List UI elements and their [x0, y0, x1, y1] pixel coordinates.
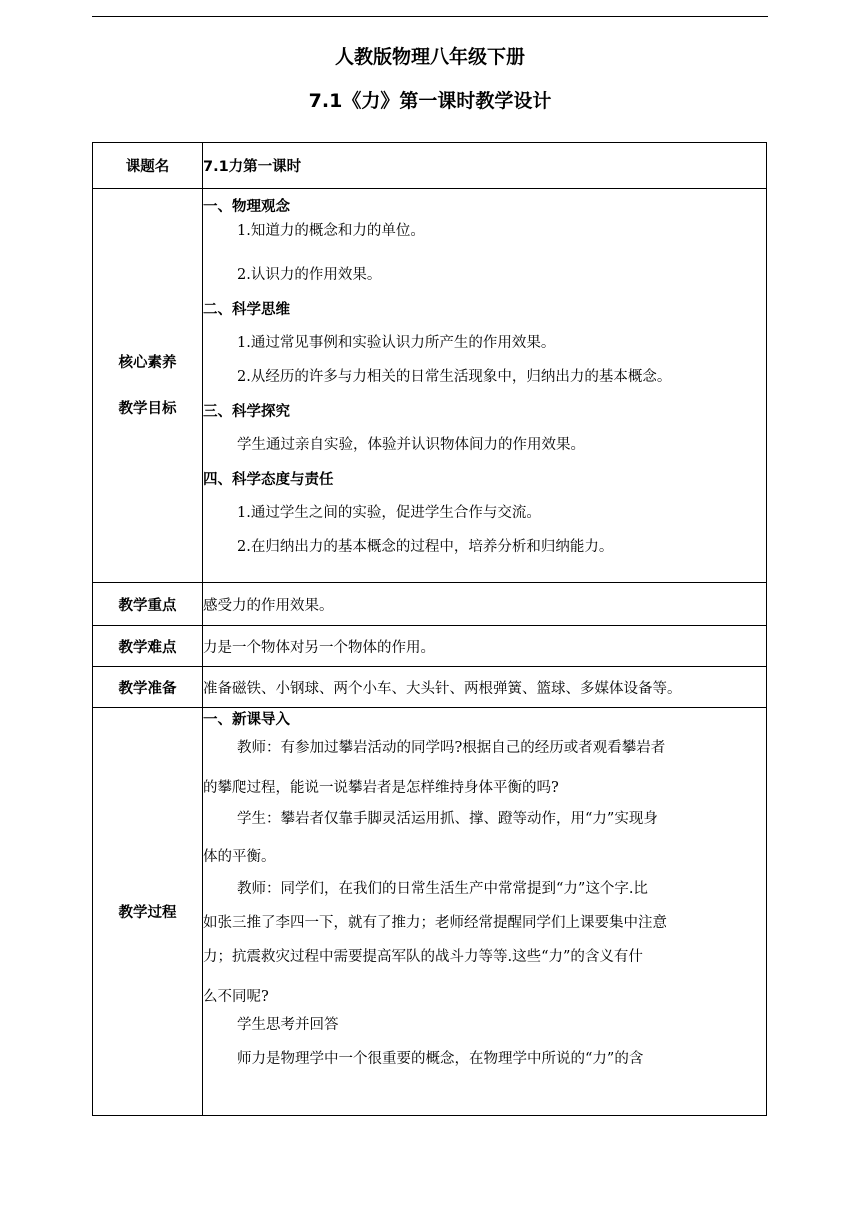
lesson-plan-table	[92, 142, 767, 1116]
goal-item: 2.从经历的许多与力相关的日常生活现象中，归纳出力的基本概念。	[237, 369, 672, 385]
value-difficulty: 力是一个物体对另一个物体的作用。	[203, 626, 767, 667]
row-goals	[93, 189, 767, 583]
document-title: 人教版物理八年级下册	[334, 46, 525, 68]
process-line: 学生思考并回答	[237, 1017, 339, 1033]
label-preparation: 教学准备	[93, 667, 203, 708]
process-line: 么不同呢?	[203, 989, 269, 1005]
label-key-point: 教学重点	[93, 583, 203, 626]
top-rule	[92, 16, 768, 17]
process-line: 教师：同学们，在我们的日常生活生产中常常提到“力”这个字.比	[237, 881, 648, 897]
process-line: 学生：攀岩者仅靠手脚灵活运用抓、撑、蹬等动作，用“力”实现身	[237, 811, 658, 827]
goal-heading-4: 四、科学态度与责任	[203, 472, 334, 488]
row-process	[93, 708, 767, 1116]
goal-heading-2: 二、科学思维	[203, 302, 290, 318]
process-line: 的攀爬过程，能说一说攀岩者是怎样维持身体平衡的吗?	[203, 780, 559, 796]
label-goals-line2: 教学目标	[118, 400, 177, 417]
label-difficulty: 教学难点	[93, 626, 203, 667]
process-line: 体的平衡。	[203, 849, 276, 865]
value-topic: 7.1力第一课时	[203, 143, 767, 189]
goal-item: 2.认识力的作用效果。	[237, 267, 382, 283]
goal-item: 1.通过常见事例和实验认识力所产生的作用效果。	[237, 335, 556, 351]
value-process	[203, 708, 767, 1116]
goal-item: 学生通过亲自实验，体验并认识物体间力的作用效果。	[237, 437, 585, 453]
process-line: 如张三推了李四一下，就有了推力；老师经常提醒同学们上课要集中注意	[203, 915, 667, 931]
process-heading: 一、新课导入	[203, 712, 290, 728]
label-process: 教学过程	[93, 708, 203, 1116]
value-key-point: 感受力的作用效果。	[203, 583, 767, 626]
row-difficulty	[93, 626, 767, 667]
label-topic: 课题名	[93, 143, 203, 189]
process-line: 师力是物理学中一个很重要的概念，在物理学中所说的“力”的含	[237, 1051, 644, 1067]
row-topic	[93, 143, 767, 189]
goal-item: 1.通过学生之间的实验，促进学生合作与交流。	[237, 505, 541, 521]
goal-item: 2.在归纳出力的基本概念的过程中，培养分析和归纳能力。	[237, 539, 614, 555]
goal-heading-3: 三、科学探究	[203, 404, 290, 420]
label-goals-line1: 核心素养	[118, 354, 177, 371]
value-preparation: 准备磁铁、小钢球、两个小车、大头针、两根弹簧、篮球、多媒体设备等。	[203, 667, 767, 708]
label-goals	[93, 189, 203, 583]
process-line: 教师：有参加过攀岩活动的同学吗?根据自己的经历或者观看攀岩者	[237, 740, 666, 756]
row-preparation	[93, 667, 767, 708]
goal-heading-1: 一、物理观念	[203, 199, 290, 215]
row-key-point	[93, 583, 767, 626]
goal-item: 1.知道力的概念和力的单位。	[237, 223, 425, 239]
process-line: 力；抗震救灾过程中需要提高军队的战斗力等等.这些“力”的含义有什	[203, 949, 643, 965]
value-goals	[203, 189, 767, 583]
lesson-title: 7.1《力》第一课时教学设计	[308, 90, 552, 112]
